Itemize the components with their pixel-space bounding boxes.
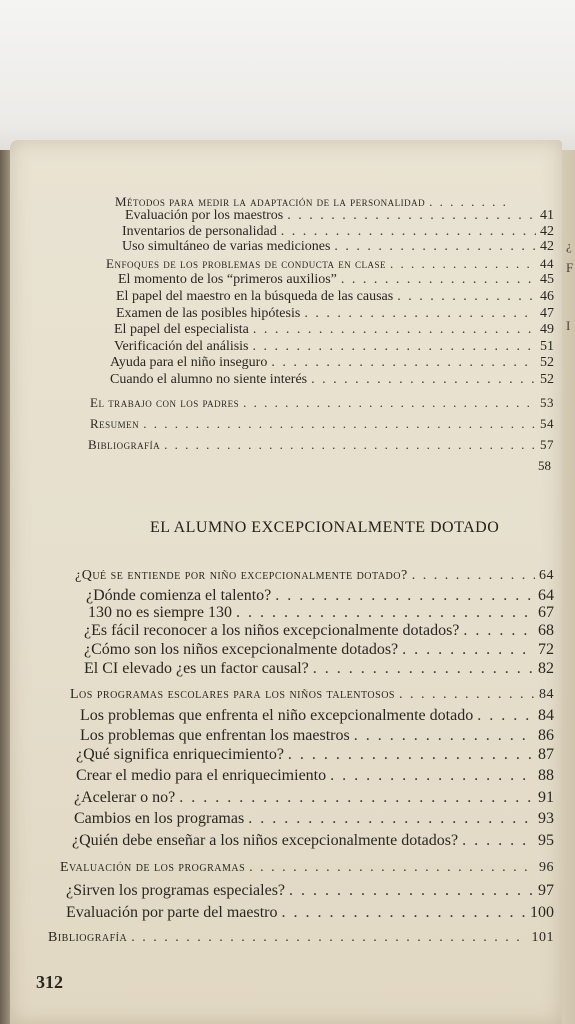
toc-entry-title: El papel del especialista bbox=[114, 322, 249, 337]
toc-entry-page: 84 bbox=[538, 707, 554, 724]
toc-entry-page: 88 bbox=[538, 767, 554, 784]
toc-entry bbox=[116, 289, 554, 305]
toc-entry bbox=[88, 604, 554, 622]
toc-entry-title: Examen de las posibles hipótesis bbox=[116, 306, 301, 321]
toc-entry-title: Métodos para medir la adaptación de la personalidad bbox=[115, 194, 426, 209]
leader-dots bbox=[143, 416, 536, 432]
toc-entry-page: 100 bbox=[530, 904, 554, 921]
leader-dots bbox=[179, 789, 534, 807]
toc-entry-page: 58 bbox=[538, 458, 551, 473]
toc-entry-page: 52 bbox=[540, 355, 554, 370]
toc-entry-title: Enfoques de los problemas de conducta en clase bbox=[106, 256, 386, 271]
leader-dots bbox=[313, 660, 534, 678]
leader-dots bbox=[463, 622, 534, 640]
toc-entry-page: 86 bbox=[538, 727, 554, 744]
toc-entry-page: 68 bbox=[538, 622, 554, 639]
leader-dots bbox=[412, 568, 535, 584]
leader-dots bbox=[334, 239, 536, 255]
leader-dots bbox=[390, 256, 536, 272]
leader-dots bbox=[289, 882, 534, 900]
toc-entry-page: 95 bbox=[538, 832, 554, 849]
toc-entry-title: Evaluación de los programas bbox=[60, 860, 246, 875]
toc-entry-page: 91 bbox=[538, 789, 554, 806]
leader-dots bbox=[253, 322, 536, 338]
leader-dots bbox=[249, 860, 535, 876]
toc-entry-title: Evaluación por parte del maestro bbox=[66, 904, 278, 921]
toc-entry bbox=[116, 306, 554, 322]
leader-dots bbox=[248, 810, 534, 828]
toc-entry-title: El papel del maestro en la búsqueda de las causas bbox=[116, 289, 394, 304]
leader-dots bbox=[131, 930, 527, 946]
toc-entry-title: Crear el medio para el enriquecimiento bbox=[76, 767, 327, 784]
toc-entry-page: 82 bbox=[538, 660, 554, 677]
toc-entry-title: Ayuda para el niño inseguro bbox=[110, 355, 268, 370]
leader-dots bbox=[281, 224, 536, 240]
toc-entry bbox=[84, 641, 554, 659]
toc-entry bbox=[60, 860, 554, 876]
toc-entry-title: ¿Sirven los programas especiales? bbox=[66, 882, 286, 899]
toc-entry bbox=[110, 355, 554, 371]
toc-entry-title: 130 no es siempre 130 bbox=[88, 604, 232, 621]
toc-entry bbox=[84, 622, 554, 640]
toc-entry-page: 64 bbox=[538, 587, 554, 604]
toc-entry-title: Inventarios de personalidad bbox=[122, 224, 277, 239]
toc-entry bbox=[114, 322, 554, 338]
leader-dots bbox=[281, 904, 526, 922]
toc-entry bbox=[75, 568, 554, 584]
toc-entry-title: Bibliografía bbox=[88, 437, 161, 452]
toc-entry-title: Los programas escolares para los niños talentosos bbox=[70, 687, 395, 702]
toc-entry-title: Los problemas que enfrentan los maestros bbox=[80, 727, 350, 744]
toc-entry bbox=[90, 416, 554, 432]
toc-entry bbox=[118, 272, 554, 288]
leader-dots bbox=[397, 289, 536, 305]
toc-entry-page: 84 bbox=[539, 687, 554, 702]
toc-entry-page: 51 bbox=[540, 339, 554, 354]
toc-entry-page: 96 bbox=[539, 860, 554, 875]
leader-dots bbox=[402, 641, 534, 659]
toc-entry-title: Bibliografía bbox=[48, 930, 128, 945]
toc-entry-page: 49 bbox=[540, 322, 554, 337]
toc-entry-title: ¿Quién debe enseñar a los niños excepcionalmente dotados? bbox=[72, 832, 459, 849]
toc-entry bbox=[76, 767, 554, 785]
leader-dots bbox=[287, 208, 536, 224]
toc-entry-page: 54 bbox=[540, 416, 554, 431]
leader-dots bbox=[311, 372, 536, 388]
toc-entry bbox=[125, 208, 554, 224]
leader-dots bbox=[275, 587, 534, 605]
toc-entry-page: 44 bbox=[540, 256, 554, 271]
toc-entry-title: Evaluación por los maestros bbox=[125, 208, 284, 223]
toc-entry-title: ¿Acelerar o no? bbox=[74, 789, 176, 806]
toc-entry bbox=[84, 660, 554, 678]
leader-dots bbox=[304, 306, 536, 322]
toc-entry-page: 87 bbox=[538, 746, 554, 763]
toc-entry bbox=[74, 789, 554, 807]
toc-entry bbox=[122, 224, 554, 240]
toc-entry bbox=[88, 437, 554, 453]
toc-entry-page: 45 bbox=[540, 272, 554, 287]
toc-entry-page: 101 bbox=[531, 930, 554, 945]
edge-glyph: F bbox=[566, 260, 574, 275]
leader-dots bbox=[236, 604, 534, 622]
toc-entry-title: ¿Es fácil reconocer a los niños excepcionalmente dotados? bbox=[84, 622, 460, 639]
toc-entry-page: 53 bbox=[540, 395, 554, 410]
toc-entry-page: 93 bbox=[538, 810, 554, 827]
chapter-title: EL ALUMNO EXCEPCIONALMENTE DOTADO bbox=[150, 519, 500, 536]
toc-entry-title: ¿Qué se entiende por niño excepcionalmente dotado? bbox=[75, 568, 408, 583]
toc-entry bbox=[76, 746, 554, 764]
leader-dots bbox=[164, 437, 536, 453]
leader-dots bbox=[243, 395, 536, 411]
leader-dots bbox=[271, 355, 536, 371]
edge-glyph: I bbox=[566, 318, 571, 333]
toc-entry-page: 46 bbox=[540, 289, 554, 304]
toc-entry-title: Resumen bbox=[90, 416, 140, 431]
page-number: 312 bbox=[36, 972, 63, 992]
toc-entry bbox=[106, 256, 554, 272]
toc-entry-title: El momento de los “primeros auxilios” bbox=[118, 272, 337, 287]
toc-entry bbox=[66, 904, 554, 922]
toc-entry-page: 52 bbox=[540, 372, 554, 387]
toc-entry bbox=[90, 395, 554, 411]
leader-dots bbox=[354, 727, 534, 745]
toc-entry-title: El CI elevado ¿es un factor causal? bbox=[84, 660, 309, 677]
toc-entry-page: 47 bbox=[540, 306, 554, 321]
toc-entry-page: 42 bbox=[540, 224, 554, 239]
toc-entry bbox=[66, 882, 554, 900]
toc-entry bbox=[122, 239, 554, 255]
toc-entry bbox=[86, 587, 554, 605]
toc-entry-page: 41 bbox=[540, 208, 554, 223]
leader-dots bbox=[288, 746, 534, 764]
toc-entry-title: Cambios en los programas bbox=[74, 810, 245, 827]
toc-entry-page: 72 bbox=[538, 641, 554, 658]
toc-entry bbox=[80, 707, 554, 725]
toc-entry-page: 64 bbox=[539, 568, 554, 583]
leader-dots bbox=[462, 832, 534, 850]
leader-dots bbox=[399, 687, 535, 703]
toc-entry-page: 97 bbox=[538, 882, 554, 899]
toc-entry bbox=[48, 930, 554, 946]
toc-entry bbox=[70, 687, 554, 703]
toc-entry-title: Cuando el alumno no siente interés bbox=[110, 372, 308, 387]
toc-entry-page: 42 bbox=[540, 239, 554, 254]
toc-entry-title: Uso simultáneo de varias mediciones bbox=[122, 239, 331, 254]
toc-entry-page: 57 bbox=[540, 437, 554, 452]
toc-entry-title: Verificación del análisis bbox=[114, 339, 249, 354]
leader-dots bbox=[253, 339, 536, 355]
toc-entry bbox=[80, 727, 554, 745]
leader-dots bbox=[341, 272, 536, 288]
toc-entry bbox=[72, 832, 554, 850]
leader-dots bbox=[330, 767, 534, 785]
toc-entry-page: 67 bbox=[538, 604, 554, 621]
toc-entry bbox=[114, 339, 554, 355]
toc-entry bbox=[74, 810, 554, 828]
toc-entry-title: ¿Dónde comienza el talento? bbox=[86, 587, 272, 604]
toc-entry-title: El trabajo con los padres bbox=[90, 395, 240, 410]
toc-entry-title: Los problemas que enfrenta el niño excepcionalmente dotado bbox=[80, 707, 474, 724]
leader-dots bbox=[477, 707, 534, 725]
toc-entry bbox=[110, 372, 554, 388]
toc-entry-title: ¿Cómo son los niños excepcionalmente dotados? bbox=[84, 641, 399, 658]
toc-entry-title: ¿Qué significa enriquecimiento? bbox=[76, 746, 284, 763]
edge-glyph: ¿ bbox=[566, 238, 572, 253]
